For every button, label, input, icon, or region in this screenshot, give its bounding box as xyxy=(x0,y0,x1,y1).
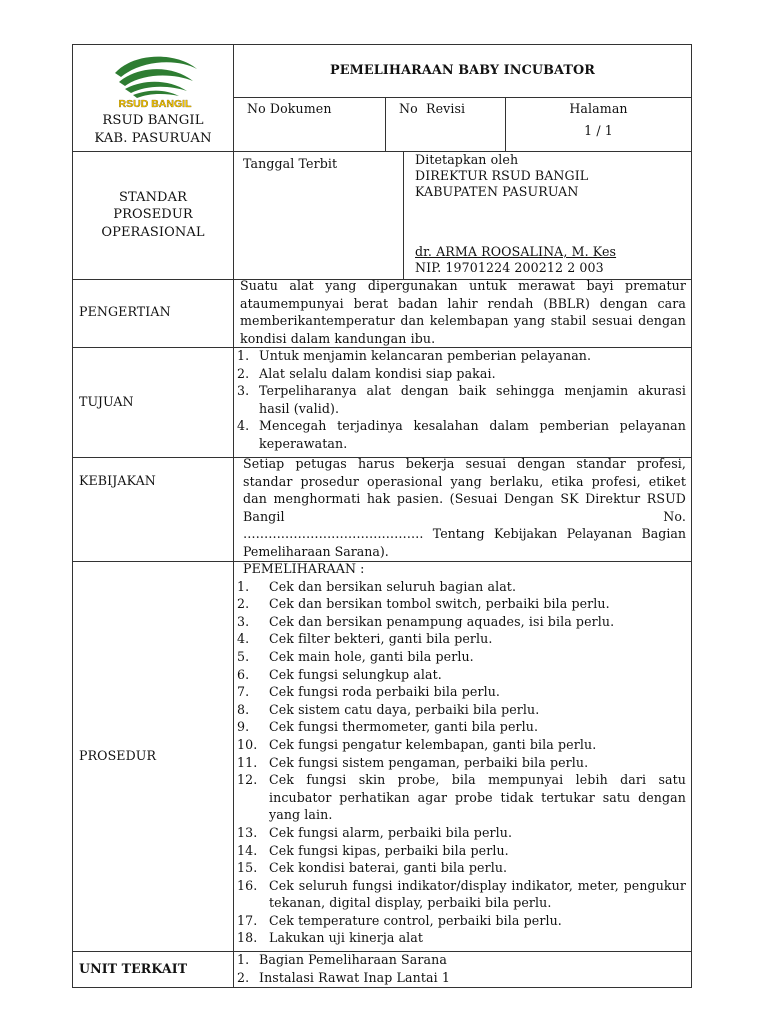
pengertian-text: Suatu alat yang dipergunakan untuk merawat bayi prematur ataumempunyai berat badan lahir rendah (BBLR) dengan cara memberikantemperatur dan kelembapan yang stabil sesuai dengan kondisi dalam kandungan ibu. xyxy=(240,278,686,346)
document-title: PEMELIHARAAN BABY INCUBATOR xyxy=(330,63,595,78)
list-item: 1. Cek dan bersikan seluruh bagian alat. xyxy=(237,578,517,594)
ditetapkan-oleh: Ditetapkan oleh xyxy=(415,152,519,167)
list-item: 15. Cek kondisi baterai, ganti bila perlu. xyxy=(237,860,508,876)
list-item: 16. Cek seluruh fungsi indikator/display indikator, meter, pengukur tekanan, digital display, perbaiki bila perlu. xyxy=(237,877,686,911)
list-item: 12. Cek fungsi skin probe, bila mempunyai lebih dari satu incubator perhatikan agar probe tidak tertukar satu dengan yang lain. xyxy=(237,772,686,823)
kebijakan-text: ……………………………………. Tentang Kebijakan Pelayanan Bagian Pemeliharaan Sarana). xyxy=(243,526,686,559)
list-item: 14. Cek fungsi kipas, perbaiki bila perlu. xyxy=(237,842,509,858)
signer-nip: NIP. 19701224 200212 2 003 xyxy=(415,260,604,275)
list-item: 4. Cek filter bekteri, ganti bila perlu. xyxy=(237,631,493,647)
list-item: 10. Cek fungsi pengatur kelembapan, ganti bila perlu. xyxy=(237,736,597,752)
prosedur-list xyxy=(237,560,686,947)
list-item: 13. Cek fungsi alarm, perbaiki bila perlu. xyxy=(237,824,513,840)
kebijakan-text: Setiap petugas harus bekerja sesuai dengan standar profesi, standar prosedur operasional yang berlaku, etika profesi, etiket dan menghormati hak pasien. (Sesuai Dengan SK Direktur RSUD Bangil No. xyxy=(243,456,686,524)
rsud-bangil-logo xyxy=(109,51,201,109)
sop-label-line: OPERASIONAL xyxy=(101,224,205,240)
direktur-title: DIREKTUR RSUD BANGIL xyxy=(415,168,589,183)
org-name: RSUD BANGIL xyxy=(102,113,204,128)
tanggal-terbit-label: Tanggal Terbit xyxy=(243,156,338,171)
org-region: KAB. PASURUAN xyxy=(94,131,212,146)
unit-terkait-label: UNIT TERKAIT xyxy=(79,961,188,976)
sop-label-line: STANDAR xyxy=(119,189,187,205)
list-item: 2. Alat selalu dalam kondisi siap pakai. xyxy=(237,365,496,381)
prosedur-heading: PEMELIHARAAN : xyxy=(243,561,365,576)
divider xyxy=(403,151,404,279)
no-revisi-label: No Revisi xyxy=(399,101,466,116)
kebijakan-body xyxy=(243,455,686,561)
sop-label-line: PROSEDUR xyxy=(113,207,193,223)
list-item: 7. Cek fungsi roda perbaiki bila perlu. xyxy=(237,684,501,700)
unit-terkait-list xyxy=(237,951,686,986)
list-item: 18. Lakukan uji kinerja alat xyxy=(237,930,424,946)
no-dokumen-label: No Dokumen xyxy=(247,101,332,116)
direktur-region: KABUPATEN PASURUAN xyxy=(415,184,579,199)
list-item: 1. Untuk menjamin kelancaran pemberian pelayanan. xyxy=(237,348,592,363)
logo-wordmark: RSUD BANGIL xyxy=(118,98,192,109)
list-item: 6. Cek fungsi selungkup alat. xyxy=(237,666,442,682)
tujuan-list xyxy=(237,347,686,453)
divider xyxy=(233,45,234,987)
halaman-label: Halaman xyxy=(569,101,628,116)
list-item: 3. Cek dan bersikan penampung aquades, isi bila perlu. xyxy=(237,613,615,629)
list-item: 17. Cek temperature control, perbaiki bila perlu. xyxy=(237,912,562,928)
kebijakan-label: KEBIJAKAN xyxy=(79,473,156,488)
list-item: 2. Cek dan bersikan tombol switch, perbaiki bila perlu. xyxy=(237,596,610,612)
signer-name: dr. ARMA ROOSALINA, M. Kes xyxy=(415,244,617,259)
pengertian-label: PENGERTIAN xyxy=(79,304,171,319)
org-header-cell xyxy=(73,45,233,151)
divider xyxy=(233,97,692,98)
divider xyxy=(385,97,386,151)
sop-label-cell xyxy=(73,151,233,279)
list-item: 8. Cek sistem catu daya, perbaiki bila perlu. xyxy=(237,701,540,717)
list-item: 11. Cek fungsi sistem pengaman, perbaiki bila perlu. xyxy=(237,754,589,770)
sop-table xyxy=(72,44,692,988)
halaman-value: 1 / 1 xyxy=(584,123,613,138)
tujuan-label: TUJUAN xyxy=(79,394,134,409)
list-item: 2. Instalasi Rawat Inap Lantai 1 xyxy=(237,969,450,985)
list-item: 9. Cek fungsi thermometer, ganti bila perlu. xyxy=(237,719,539,735)
list-item: 5. Cek main hole, ganti bila perlu. xyxy=(237,648,474,664)
prosedur-label: PROSEDUR xyxy=(79,748,157,763)
list-item: 1. Bagian Pemeliharaan Sarana xyxy=(237,952,447,967)
list-item: 4. Mencegah terjadinya kesalahan dalam pemberian pelayanan keperawatan. xyxy=(237,418,686,451)
list-item: 3. Terpeliharanya alat dengan baik sehingga menjamin akurasi hasil (valid). xyxy=(237,383,686,416)
